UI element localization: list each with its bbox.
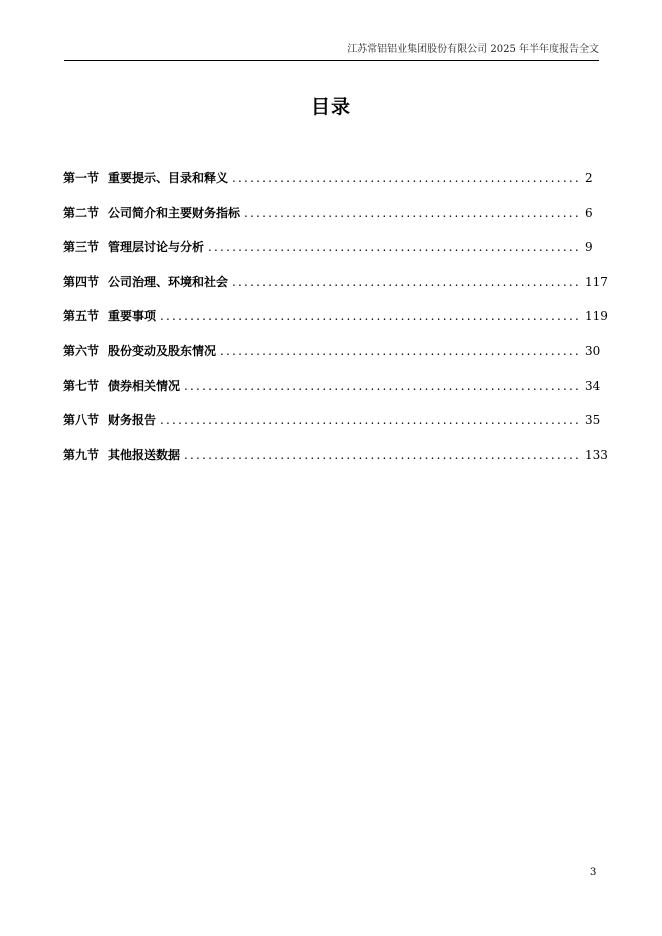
toc-entry[interactable] bbox=[63, 235, 611, 270]
table-of-contents bbox=[63, 166, 611, 477]
toc-leader-dots bbox=[244, 201, 581, 225]
toc-leader-dots bbox=[232, 270, 581, 294]
page-title: 目录 bbox=[310, 96, 351, 118]
toc-page-number: 117 bbox=[585, 274, 608, 289]
toc-leader-dots bbox=[232, 166, 581, 190]
toc-entry[interactable] bbox=[63, 270, 611, 305]
toc-section-number: 第一节 bbox=[63, 171, 100, 185]
toc-page-number: 34 bbox=[585, 378, 601, 393]
toc-page-number: 30 bbox=[585, 343, 601, 358]
toc-section-title: 重要事项 bbox=[108, 309, 157, 324]
toc-section-number: 第六节 bbox=[63, 343, 100, 358]
toc-leader-dots bbox=[160, 408, 581, 432]
toc-page-number: 119 bbox=[585, 309, 608, 324]
toc-section-title: 公司简介和主要财务指标 bbox=[108, 205, 241, 220]
toc-section-title: 财务报告 bbox=[108, 413, 157, 428]
toc-entry[interactable] bbox=[63, 374, 611, 409]
toc-section-number: 第九节 bbox=[63, 447, 100, 462]
toc-section-number: 第五节 bbox=[63, 309, 100, 324]
toc-entry[interactable] bbox=[63, 166, 611, 201]
toc-section-title: 公司治理、环境和社会 bbox=[108, 274, 229, 289]
toc-entry[interactable] bbox=[63, 201, 611, 236]
toc-section-title: 其他报送数据 bbox=[108, 447, 181, 462]
page-number: 3 bbox=[590, 867, 597, 878]
toc-entry[interactable] bbox=[63, 304, 611, 339]
toc-section-number: 第二节 bbox=[63, 205, 100, 220]
toc-section-number: 第八节 bbox=[63, 413, 100, 428]
toc-entry[interactable] bbox=[63, 339, 611, 374]
toc-entry[interactable] bbox=[63, 408, 611, 443]
running-header: 江苏常铝铝业集团股份有限公司 2025 年半年度报告全文 bbox=[64, 43, 599, 61]
toc-page-number: 35 bbox=[585, 413, 601, 428]
toc-leader-dots bbox=[208, 235, 581, 259]
toc-page-number: 2 bbox=[585, 171, 593, 185]
toc-page-number: 133 bbox=[585, 447, 608, 462]
toc-page-number: 9 bbox=[585, 240, 593, 255]
toc-page-number: 6 bbox=[585, 205, 593, 220]
toc-section-title: 管理层讨论与分析 bbox=[108, 240, 205, 255]
toc-section-number: 第七节 bbox=[63, 378, 100, 393]
toc-section-number: 第三节 bbox=[63, 240, 100, 255]
toc-section-title: 债券相关情况 bbox=[108, 378, 181, 393]
toc-leader-dots bbox=[220, 339, 581, 363]
toc-leader-dots bbox=[184, 374, 581, 398]
toc-section-number: 第四节 bbox=[63, 274, 100, 289]
toc-section-title: 重要提示、目录和释义 bbox=[108, 171, 229, 185]
toc-leader-dots bbox=[160, 304, 581, 328]
toc-leader-dots bbox=[184, 443, 581, 467]
toc-entry[interactable] bbox=[63, 443, 611, 478]
toc-section-title: 股份变动及股东情况 bbox=[108, 343, 217, 358]
